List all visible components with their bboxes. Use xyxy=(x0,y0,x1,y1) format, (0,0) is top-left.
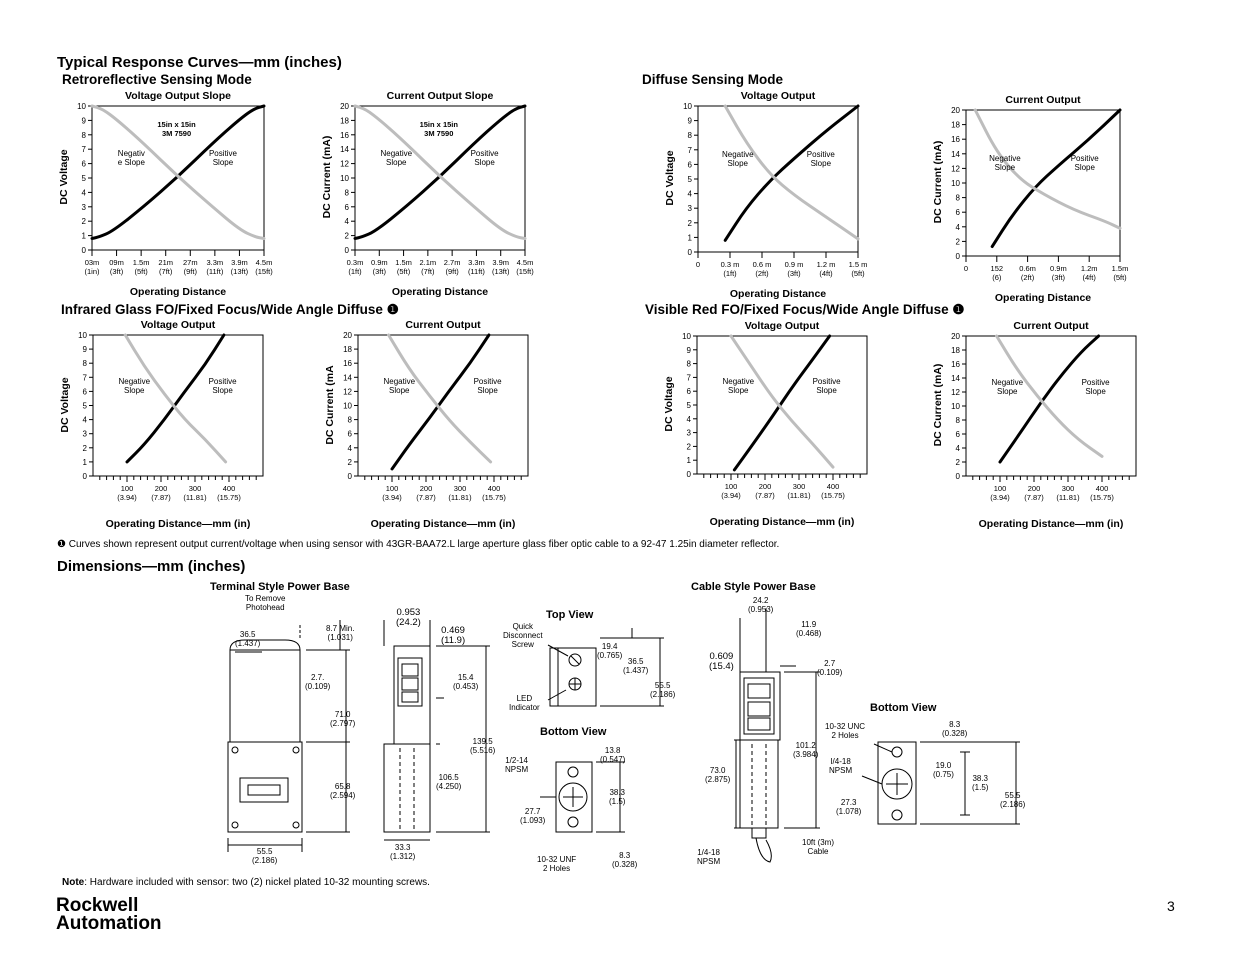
x-tick-label: (15.75) xyxy=(821,491,845,500)
y-tick-label: 20 xyxy=(340,102,349,111)
x-tick-label: (11ft) xyxy=(467,267,485,276)
y-tick-label: 5 xyxy=(687,175,692,184)
dim-label: 2.7. (0.109) xyxy=(305,673,331,691)
positive-slope-label: Positive Slope xyxy=(812,377,841,396)
dim-label: 0.953 (24.2) xyxy=(396,607,421,628)
dim-label: 19.0 (0.75) xyxy=(933,761,954,779)
y-tick-label: 12 xyxy=(951,164,960,174)
y-tick-label: 2 xyxy=(347,457,352,467)
y-tick-label: 2 xyxy=(344,231,349,241)
x-tick-label: 3.3m xyxy=(468,258,485,267)
negative-slope-label: Negative Slope xyxy=(722,149,754,168)
y-tick-label: 16 xyxy=(340,130,349,140)
y-axis-label: DC Voltage xyxy=(59,376,71,433)
y-tick-label: 6 xyxy=(81,159,86,169)
x-tick-label: (15ft) xyxy=(516,267,534,276)
chart-title: Current Output xyxy=(405,319,481,331)
x-tick-label: (6) xyxy=(992,273,1002,282)
y-tick-label: 2 xyxy=(687,218,692,228)
positive-slope-label: Positive Slope xyxy=(208,149,237,168)
x-tick-label: (11.81) xyxy=(787,491,811,500)
y-tick-label: 20 xyxy=(951,332,960,341)
y-tick-label: 18 xyxy=(340,116,349,126)
x-tick-label: 1.2m xyxy=(1080,264,1098,273)
y-axis-label: DC Voltage xyxy=(663,376,675,432)
y-tick-label: 9 xyxy=(687,116,692,126)
section-title-diffuse: Diffuse Sensing Mode xyxy=(642,72,784,87)
x-tick-label: 09m xyxy=(109,258,124,267)
footnote: ❶ Curves shown represent output current/voltage when using sensor with 43GR-BAA72.L large aperture glass fiber optic cable to a 92-47 1.25in diameter reflector. xyxy=(57,539,780,550)
hardware-note xyxy=(62,877,430,888)
dim-label: 55.5 (2.186) xyxy=(650,681,676,699)
y-tick-label: 8 xyxy=(955,193,960,203)
y-axis-label: DC Current (mA) xyxy=(932,363,944,447)
y-tick-label: 5 xyxy=(686,401,691,410)
y-axis-label: DC Voltage xyxy=(664,150,676,206)
y-tick-label: 8 xyxy=(955,416,960,425)
y-tick-label: 16 xyxy=(951,135,960,145)
y-tick-label: 6 xyxy=(344,202,349,212)
section-title-visible: Visible Red FO/Fixed Focus/Wide Angle Diffuse ❶ xyxy=(645,302,965,317)
y-tick-label: 6 xyxy=(686,387,691,397)
x-tick-label: 100 xyxy=(724,482,738,491)
x-tick-label: 0.6 m xyxy=(752,260,772,269)
y-tick-label: 16 xyxy=(951,360,960,369)
x-tick-label: (3ft) xyxy=(109,267,124,276)
dim-label: 38.3 (1.5) xyxy=(972,774,989,792)
x-tick-label: (15.75) xyxy=(1090,493,1114,502)
y-tick-label: 7 xyxy=(687,145,692,155)
dim-label: 0.469 (11.9) xyxy=(441,625,466,646)
y-tick-label: 1 xyxy=(82,457,87,467)
x-tick-label: (3.94) xyxy=(990,493,1010,502)
dim-label: 0.609 (15.4) xyxy=(709,651,734,672)
x-tick-label: (3.94) xyxy=(382,493,402,502)
dimensions-title: Dimensions—mm (inches) xyxy=(57,558,246,575)
y-tick-label: 12 xyxy=(951,388,960,397)
x-tick-label: (5ft) xyxy=(396,267,411,276)
x-tick-label: (15.75) xyxy=(482,493,506,502)
bottom-view-title: Bottom View xyxy=(540,726,607,738)
x-tick-label: 100 xyxy=(120,484,134,493)
chart-title: Voltage Output xyxy=(744,320,820,332)
y-tick-label: 6 xyxy=(955,430,960,439)
x-tick-label: 400 xyxy=(487,484,501,493)
y-tick-label: 12 xyxy=(340,159,349,169)
y-tick-label: 4 xyxy=(82,415,87,425)
chart-title: Voltage Output Slope xyxy=(125,90,231,102)
y-axis-label: DC Current (mA) xyxy=(932,140,944,224)
dim-label: 71.0 (2.797) xyxy=(330,710,356,728)
dim-label: 1/2-14 NPSM xyxy=(505,756,529,774)
x-tick-label: (13ft) xyxy=(230,267,249,276)
dim-label: 139.5 (5.516) xyxy=(470,737,496,755)
y-tick-label: 7 xyxy=(81,145,86,155)
x-tick-label: (13ft) xyxy=(491,267,510,276)
y-tick-label: 8 xyxy=(82,359,87,369)
y-tick-label: 10 xyxy=(343,401,352,411)
x-tick-label: 0.9m xyxy=(370,258,388,267)
y-tick-label: 2 xyxy=(82,443,87,453)
x-tick-label: 1.2 m xyxy=(816,260,836,269)
y-tick-label: 3 xyxy=(686,428,691,438)
dim-label: 8.3 (0.328) xyxy=(612,851,638,869)
x-tick-label: (3ft) xyxy=(787,269,801,278)
dim-label-led: LED Indicator xyxy=(509,694,540,712)
dim-label: I/4-18 NPSM xyxy=(829,757,853,775)
y-tick-label: 0 xyxy=(347,472,352,481)
y-tick-label: 1 xyxy=(686,456,691,466)
note-label: Note xyxy=(62,877,85,888)
dim-label: 15.4 (0.453) xyxy=(453,673,479,691)
x-tick-label: (2ft) xyxy=(1020,273,1035,282)
dim-label: 1/4-18 NPSM xyxy=(697,848,721,866)
x-tick-label: 0.3m xyxy=(346,258,364,267)
x-tick-label: 400 xyxy=(826,482,840,491)
negative-slope-label: Negative Slope xyxy=(989,153,1021,172)
x-tick-label: (3.94) xyxy=(117,493,137,502)
dim-label: 13.8 (0.547) xyxy=(600,746,626,764)
terminal-base-title: Terminal Style Power Base xyxy=(210,581,350,593)
dim-label: 55.5 (2.186) xyxy=(1000,791,1026,809)
dim-label: 55.5 (2.186) xyxy=(252,847,278,865)
y-tick-label: 14 xyxy=(951,149,960,159)
y-axis-label: DC Current (mA) xyxy=(321,135,333,219)
x-tick-label: 200 xyxy=(1027,484,1041,493)
x-tick-label: (2ft) xyxy=(755,269,769,278)
chart-title: Current Output Slope xyxy=(386,90,494,102)
dim-label: 101.2 (3.984) xyxy=(793,741,819,759)
dim-label: 10-32 UNC 2 Holes xyxy=(825,722,866,740)
y-tick-label: 2 xyxy=(955,458,960,467)
positive-slope-label: Positive Slope xyxy=(208,377,237,396)
y-tick-label: 4 xyxy=(955,444,960,453)
x-tick-label: 1.5m xyxy=(132,258,150,267)
x-tick-label: (15ft) xyxy=(255,267,273,276)
x-axis-label: Operating Distance—mm (in) xyxy=(105,518,251,530)
x-tick-label: 100 xyxy=(993,484,1007,493)
negative-slope-label: Negative Slope xyxy=(383,377,416,396)
y-tick-label: 14 xyxy=(343,373,352,383)
x-tick-label: (9ft) xyxy=(183,267,197,276)
y-tick-label: 4 xyxy=(81,188,86,198)
top-view-title: Top View xyxy=(546,609,594,621)
dim-label: 36.5 (1.437) xyxy=(235,630,261,648)
x-tick-label: (1ft) xyxy=(348,267,362,276)
y-tick-label: 6 xyxy=(955,208,960,218)
section-title-infrared: Infrared Glass FO/Fixed Focus/Wide Angle Diffuse ❶ xyxy=(61,302,399,317)
x-tick-label: 3.3m xyxy=(206,258,224,267)
x-tick-label: (11.81) xyxy=(448,493,472,502)
x-tick-label: (5ft) xyxy=(134,267,148,276)
x-axis-label: Operating Distance—mm (in) xyxy=(370,518,516,530)
y-tick-label: 3 xyxy=(687,204,692,214)
y-tick-label: 6 xyxy=(347,429,352,439)
y-tick-label: 5 xyxy=(81,174,86,183)
x-tick-label: (11.81) xyxy=(183,493,207,502)
y-tick-label: 7 xyxy=(82,373,87,383)
logo-line-1: Rockwell xyxy=(56,895,139,916)
positive-slope-label: Positive Slope xyxy=(806,149,835,168)
x-tick-label: (7.87) xyxy=(1024,493,1044,502)
y-tick-label: 6 xyxy=(82,387,87,397)
page-title: Typical Response Curves—mm (inches) xyxy=(57,54,342,71)
bottom-view-drawing-cable xyxy=(862,742,1020,824)
y-tick-label: 18 xyxy=(951,120,960,130)
x-tick-label: 100 xyxy=(385,484,399,493)
x-tick-label: 152 xyxy=(990,264,1004,273)
y-tick-label: 0 xyxy=(686,470,691,479)
x-tick-label: (9ft) xyxy=(445,267,459,276)
x-tick-label: 0.9m xyxy=(1050,264,1067,273)
x-tick-label: (7ft) xyxy=(421,267,435,276)
chart-annotation: 15in x 15in 3M 7590 xyxy=(157,120,196,138)
x-tick-label: 0 xyxy=(695,260,701,269)
chart-title: Current Output xyxy=(1005,94,1081,106)
y-tick-label: 10 xyxy=(78,331,87,340)
dim-label: 19.4 (0.765) xyxy=(597,642,623,660)
y-tick-label: 4 xyxy=(687,189,692,199)
x-axis-label: Operating Distance xyxy=(129,286,227,298)
y-tick-label: 2 xyxy=(81,217,86,227)
dim-label: 36.5 (1.437) xyxy=(623,657,649,675)
x-tick-label: 03m xyxy=(84,258,100,267)
x-axis-label: Operating Distance xyxy=(391,286,489,298)
y-tick-label: 14 xyxy=(340,145,349,155)
bottom-view-title-cable: Bottom View xyxy=(870,702,937,714)
y-tick-label: 9 xyxy=(686,345,691,355)
note-text: : Hardware included with sensor: two (2) nickel plated 10-32 mounting screws. xyxy=(84,877,430,888)
section-title-retro: Retroreflective Sensing Mode xyxy=(62,72,252,87)
negative-slope-label: Negative Slope xyxy=(380,149,413,168)
dim-label: 65.8 (2.594) xyxy=(330,782,356,800)
y-tick-label: 10 xyxy=(77,102,86,111)
x-axis-label: Operating Distance—mm (in) xyxy=(978,518,1124,530)
x-tick-label: (1in) xyxy=(84,267,100,276)
dim-label-quick-disconnect: Quick Disconnect Screw xyxy=(503,622,543,649)
terminal-base-side-drawing xyxy=(384,620,490,840)
x-tick-label: 1.5 m xyxy=(848,260,868,269)
chart-title: Current Output xyxy=(1013,320,1089,332)
x-axis-label: Operating Distance xyxy=(729,288,827,300)
y-tick-label: 3 xyxy=(81,202,86,212)
y-tick-label: 9 xyxy=(81,116,86,126)
x-tick-label: 2.1m xyxy=(419,258,437,267)
x-tick-label: (15.75) xyxy=(217,493,241,502)
x-tick-label: 27m xyxy=(182,258,198,267)
negative-slope-label: Negativ e Slope xyxy=(117,149,145,168)
y-tick-label: 6 xyxy=(687,160,692,170)
dim-label: 8.3 (0.328) xyxy=(942,720,968,738)
y-tick-label: 4 xyxy=(344,217,349,227)
y-tick-label: 2 xyxy=(955,237,960,247)
x-tick-label: (7ft) xyxy=(159,267,173,276)
dim-label: 10-32 UNF 2 Holes xyxy=(537,855,577,873)
x-tick-label: 0.3 m xyxy=(720,260,740,269)
y-tick-label: 10 xyxy=(682,332,691,341)
x-tick-label: (4ft) xyxy=(1082,273,1096,282)
positive-slope-label: Positive Slope xyxy=(1081,378,1110,396)
y-tick-label: 1 xyxy=(687,233,692,243)
y-tick-label: 7 xyxy=(686,373,691,383)
x-axis-label: Operating Distance—mm (in) xyxy=(709,516,855,528)
chart-title: Voltage Output xyxy=(140,319,216,331)
x-tick-label: (3.94) xyxy=(721,491,741,500)
x-tick-label: 200 xyxy=(758,482,772,491)
y-tick-label: 18 xyxy=(343,345,352,355)
dim-label: 73.0 (2.875) xyxy=(705,766,731,784)
negative-slope-label: Negative Slope xyxy=(991,378,1024,396)
y-tick-label: 9 xyxy=(82,345,87,355)
x-tick-label: 21m xyxy=(158,258,174,267)
x-tick-label: 2.7m xyxy=(443,258,461,267)
y-tick-label: 8 xyxy=(686,359,691,369)
y-tick-label: 4 xyxy=(347,443,352,453)
y-tick-label: 2 xyxy=(686,442,691,452)
y-tick-label: 14 xyxy=(951,374,960,383)
y-tick-label: 10 xyxy=(951,179,960,188)
logo-line-2: Automation xyxy=(56,913,162,934)
y-tick-label: 18 xyxy=(951,346,960,355)
x-tick-label: 400 xyxy=(222,484,236,493)
dim-label: 8.7 Min. (1.031) xyxy=(326,624,355,642)
chart-annotation: 15in x 15in 3M 7590 xyxy=(419,120,458,138)
x-tick-label: (5ft) xyxy=(1113,273,1127,282)
y-tick-label: 4 xyxy=(686,414,691,424)
x-tick-label: 200 xyxy=(419,484,433,493)
dim-label: 27.7 (1.093) xyxy=(520,807,546,825)
x-tick-label: 4.5m xyxy=(255,258,273,267)
y-tick-label: 8 xyxy=(81,130,86,140)
x-tick-label: (7.87) xyxy=(755,491,775,500)
dim-label: 2.7 (0.109) xyxy=(817,659,843,677)
y-tick-label: 10 xyxy=(951,402,960,411)
y-tick-label: 0 xyxy=(81,246,86,255)
y-tick-label: 0 xyxy=(344,246,349,255)
y-tick-label: 20 xyxy=(343,331,352,340)
y-tick-label: 8 xyxy=(344,188,349,198)
x-tick-label: 300 xyxy=(1061,484,1075,493)
x-tick-label: 200 xyxy=(154,484,168,493)
x-tick-label: 300 xyxy=(792,482,806,491)
positive-slope-label: Positive Slope xyxy=(1070,153,1099,172)
y-tick-label: 0 xyxy=(82,472,87,481)
x-tick-label: 0.6m xyxy=(1019,264,1036,273)
y-tick-label: 0 xyxy=(955,472,960,481)
x-tick-label: (4ft) xyxy=(819,269,833,278)
x-tick-label: 4.5m xyxy=(516,258,534,267)
y-tick-label: 20 xyxy=(951,106,960,115)
y-tick-label: 8 xyxy=(347,415,352,425)
y-tick-label: 0 xyxy=(687,248,692,257)
dim-label: 27.3 (1.078) xyxy=(836,798,862,816)
x-tick-label: 1.5m xyxy=(1111,264,1129,273)
y-tick-label: 0 xyxy=(955,252,960,261)
y-axis-label: DC Current (mA xyxy=(324,364,336,445)
dim-label-remove-photohead: To Remove Photohead xyxy=(245,594,286,612)
y-tick-label: 12 xyxy=(343,387,352,397)
negative-slope-label: Negative Slope xyxy=(722,377,755,396)
dim-label-cable: 10ft (3m) Cable xyxy=(802,838,835,856)
dim-label: 106.5 (4.250) xyxy=(436,773,462,791)
x-tick-label: (7.87) xyxy=(416,493,436,502)
y-tick-label: 16 xyxy=(343,359,352,369)
y-tick-label: 10 xyxy=(683,102,692,111)
page-number: 3 xyxy=(1167,898,1175,914)
x-tick-label: (1ft) xyxy=(723,269,737,278)
x-tick-label: 400 xyxy=(1095,484,1109,493)
terminal-base-front-drawing xyxy=(228,620,350,852)
x-tick-label: 300 xyxy=(453,484,467,493)
negative-slope-label: Negative Slope xyxy=(118,377,151,396)
rockwell-logo xyxy=(56,897,162,933)
x-axis-label: Operating Distance xyxy=(994,292,1092,304)
x-tick-label: 300 xyxy=(188,484,202,493)
dim-label: 24.2 (0.953) xyxy=(748,596,774,614)
positive-slope-label: Positive Slope xyxy=(470,149,499,168)
dim-label: 38.3 (1.5) xyxy=(609,788,626,806)
x-tick-label: (11ft) xyxy=(206,267,224,276)
dim-label: 33.3 (1.312) xyxy=(390,843,416,861)
x-tick-label: (3ft) xyxy=(372,267,386,276)
x-tick-label: 3.9m xyxy=(231,258,248,267)
positive-slope-label: Positive Slope xyxy=(473,377,502,396)
y-tick-label: 8 xyxy=(687,131,692,141)
x-tick-label: (5ft) xyxy=(851,269,865,278)
x-tick-label: (7.87) xyxy=(151,493,171,502)
x-tick-label: 0 xyxy=(963,264,969,273)
y-axis-label: DC Voltage xyxy=(58,149,70,205)
x-tick-label: 3.9m xyxy=(492,258,510,267)
y-tick-label: 3 xyxy=(82,429,87,439)
dim-label: 11.9 (0.468) xyxy=(796,620,822,638)
x-tick-label: (3ft) xyxy=(1051,273,1066,282)
x-tick-label: 1.5m xyxy=(395,258,412,267)
y-tick-label: 10 xyxy=(340,174,349,183)
y-tick-label: 1 xyxy=(81,231,86,241)
x-tick-label: (11.81) xyxy=(1056,493,1080,502)
x-tick-label: 0.9 m xyxy=(784,260,804,269)
y-tick-label: 5 xyxy=(82,401,87,411)
chart-title: Voltage Output xyxy=(740,90,816,102)
cable-base-title: Cable Style Power Base xyxy=(691,581,816,593)
y-tick-label: 4 xyxy=(955,222,960,232)
cable-base-drawing xyxy=(734,608,820,862)
